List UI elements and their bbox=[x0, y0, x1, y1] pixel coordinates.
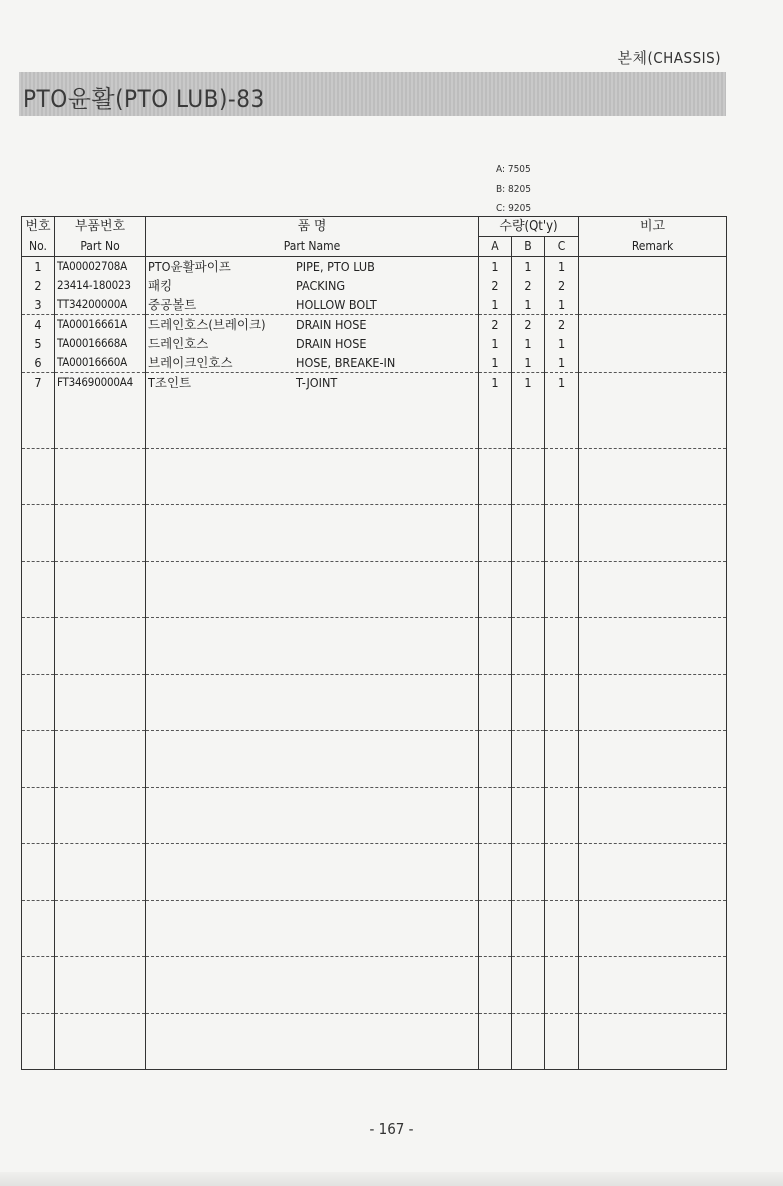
row-no: 5 bbox=[22, 334, 55, 353]
row-qty-a: 1 bbox=[479, 257, 512, 277]
table-row bbox=[22, 257, 727, 277]
table-row bbox=[22, 373, 727, 393]
empty-row bbox=[22, 900, 727, 957]
row-qty-a: 1 bbox=[479, 373, 512, 393]
row-name-ko: 중공볼트 bbox=[148, 297, 197, 312]
row-qty-b: 1 bbox=[512, 257, 545, 277]
header-part-no-ko: 부품번호 bbox=[55, 217, 146, 237]
row-remark bbox=[579, 353, 727, 373]
row-part-name bbox=[146, 276, 479, 295]
row-name-en: PIPE, PTO LUB bbox=[296, 259, 375, 274]
row-name-ko: 드레인호스 bbox=[148, 336, 209, 351]
page-bottom-edge bbox=[0, 1172, 783, 1186]
row-part-name bbox=[146, 257, 479, 277]
empty-row bbox=[22, 448, 727, 505]
row-name-en: HOLLOW BOLT bbox=[296, 297, 377, 312]
row-part-no: TA00002708A bbox=[55, 257, 146, 277]
row-name-ko: 브레이크인호스 bbox=[148, 355, 233, 370]
row-name-ko: T조인트 bbox=[148, 375, 192, 390]
row-part-no: TA00016661A bbox=[55, 315, 146, 335]
header-qty-ko: 수량(Qt'y) bbox=[479, 217, 579, 237]
row-part-no: TT34200000A bbox=[55, 295, 146, 315]
parts-table bbox=[21, 216, 727, 1070]
row-remark bbox=[579, 257, 727, 277]
row-qty-c: 1 bbox=[545, 295, 579, 315]
empty-row bbox=[22, 505, 727, 562]
empty-row bbox=[22, 731, 727, 788]
empty-row bbox=[22, 787, 727, 844]
table-row bbox=[22, 353, 727, 373]
row-part-no: 23414-180023 bbox=[55, 276, 146, 295]
header-no-ko: 번호 bbox=[22, 217, 55, 237]
row-name-en: T-JOINT bbox=[296, 375, 338, 390]
variant-legend bbox=[496, 160, 531, 219]
variant-c: C: 9205 bbox=[496, 203, 532, 214]
row-part-name bbox=[146, 315, 479, 335]
row-qty-c: 2 bbox=[545, 276, 579, 295]
header-qty-b: B bbox=[512, 237, 545, 257]
row-qty-b: 2 bbox=[512, 276, 545, 295]
row-name-ko: PTO윤활파이프 bbox=[148, 259, 231, 274]
empty-row bbox=[22, 1013, 727, 1070]
row-part-name bbox=[146, 353, 479, 373]
row-part-no: TA00016660A bbox=[55, 353, 146, 373]
row-name-en: DRAIN HOSE bbox=[296, 336, 367, 351]
row-remark bbox=[579, 334, 727, 353]
variant-b: B: 8205 bbox=[496, 183, 531, 195]
row-remark bbox=[579, 315, 727, 335]
row-remark bbox=[579, 295, 727, 315]
row-qty-b: 1 bbox=[512, 295, 545, 315]
row-qty-b: 1 bbox=[512, 334, 545, 353]
header-name-ko: 품 명 bbox=[146, 217, 479, 237]
row-qty-b: 2 bbox=[512, 315, 545, 335]
row-qty-c: 1 bbox=[545, 334, 579, 353]
title-band bbox=[19, 72, 726, 116]
row-qty-c: 1 bbox=[545, 353, 579, 373]
header-remark-en: Remark bbox=[579, 237, 727, 257]
row-qty-a: 1 bbox=[479, 334, 512, 353]
header-remark-ko: 비고 bbox=[579, 217, 727, 237]
row-part-name bbox=[146, 334, 479, 353]
table-row bbox=[22, 315, 727, 335]
table-row bbox=[22, 295, 727, 315]
row-no: 1 bbox=[22, 257, 55, 277]
row-no: 6 bbox=[22, 353, 55, 373]
row-name-ko: 드레인호스(브레이크) bbox=[148, 317, 266, 332]
row-qty-a: 2 bbox=[479, 315, 512, 335]
table-row bbox=[22, 276, 727, 295]
empty-row bbox=[22, 957, 727, 1014]
page-number: - 167 - bbox=[369, 1120, 414, 1138]
row-part-no: FT34690000A4 bbox=[55, 373, 146, 393]
empty-row bbox=[22, 618, 727, 675]
empty-row bbox=[22, 561, 727, 618]
row-qty-c: 2 bbox=[545, 315, 579, 335]
row-name-en: HOSE, BREAKE-IN bbox=[296, 355, 396, 370]
header-name-en: Part Name bbox=[146, 237, 479, 257]
row-qty-a: 1 bbox=[479, 295, 512, 315]
row-no: 3 bbox=[22, 295, 55, 315]
empty-row bbox=[22, 844, 727, 901]
variant-a: A: 7505 bbox=[496, 164, 531, 175]
row-qty-b: 1 bbox=[512, 373, 545, 393]
row-remark bbox=[579, 373, 727, 393]
row-no: 2 bbox=[22, 276, 55, 295]
row-remark bbox=[579, 276, 727, 295]
table-row bbox=[22, 334, 727, 353]
row-name-ko: 패킹 bbox=[148, 278, 173, 293]
row-qty-a: 1 bbox=[479, 353, 512, 373]
page-title: PTO윤활(PTO LUB)-83 bbox=[23, 85, 265, 113]
row-name-en: DRAIN HOSE bbox=[296, 317, 367, 332]
row-qty-c: 1 bbox=[545, 373, 579, 393]
header-no-en: No. bbox=[22, 237, 55, 257]
section-label: 본체(CHASSIS) bbox=[617, 49, 721, 67]
row-qty-c: 1 bbox=[545, 257, 579, 277]
row-part-name bbox=[146, 373, 479, 393]
empty-row bbox=[22, 674, 727, 731]
row-part-name bbox=[146, 295, 479, 315]
row-qty-a: 2 bbox=[479, 276, 512, 295]
header-qty-c: C bbox=[545, 237, 579, 257]
header-part-no-en: Part No bbox=[55, 237, 146, 257]
row-name-en: PACKING bbox=[296, 278, 346, 293]
empty-row bbox=[22, 392, 727, 448]
row-no: 7 bbox=[22, 373, 55, 393]
row-qty-b: 1 bbox=[512, 353, 545, 373]
row-part-no: TA00016668A bbox=[55, 334, 146, 353]
row-no: 4 bbox=[22, 315, 55, 335]
header-qty-a: A bbox=[479, 237, 512, 257]
